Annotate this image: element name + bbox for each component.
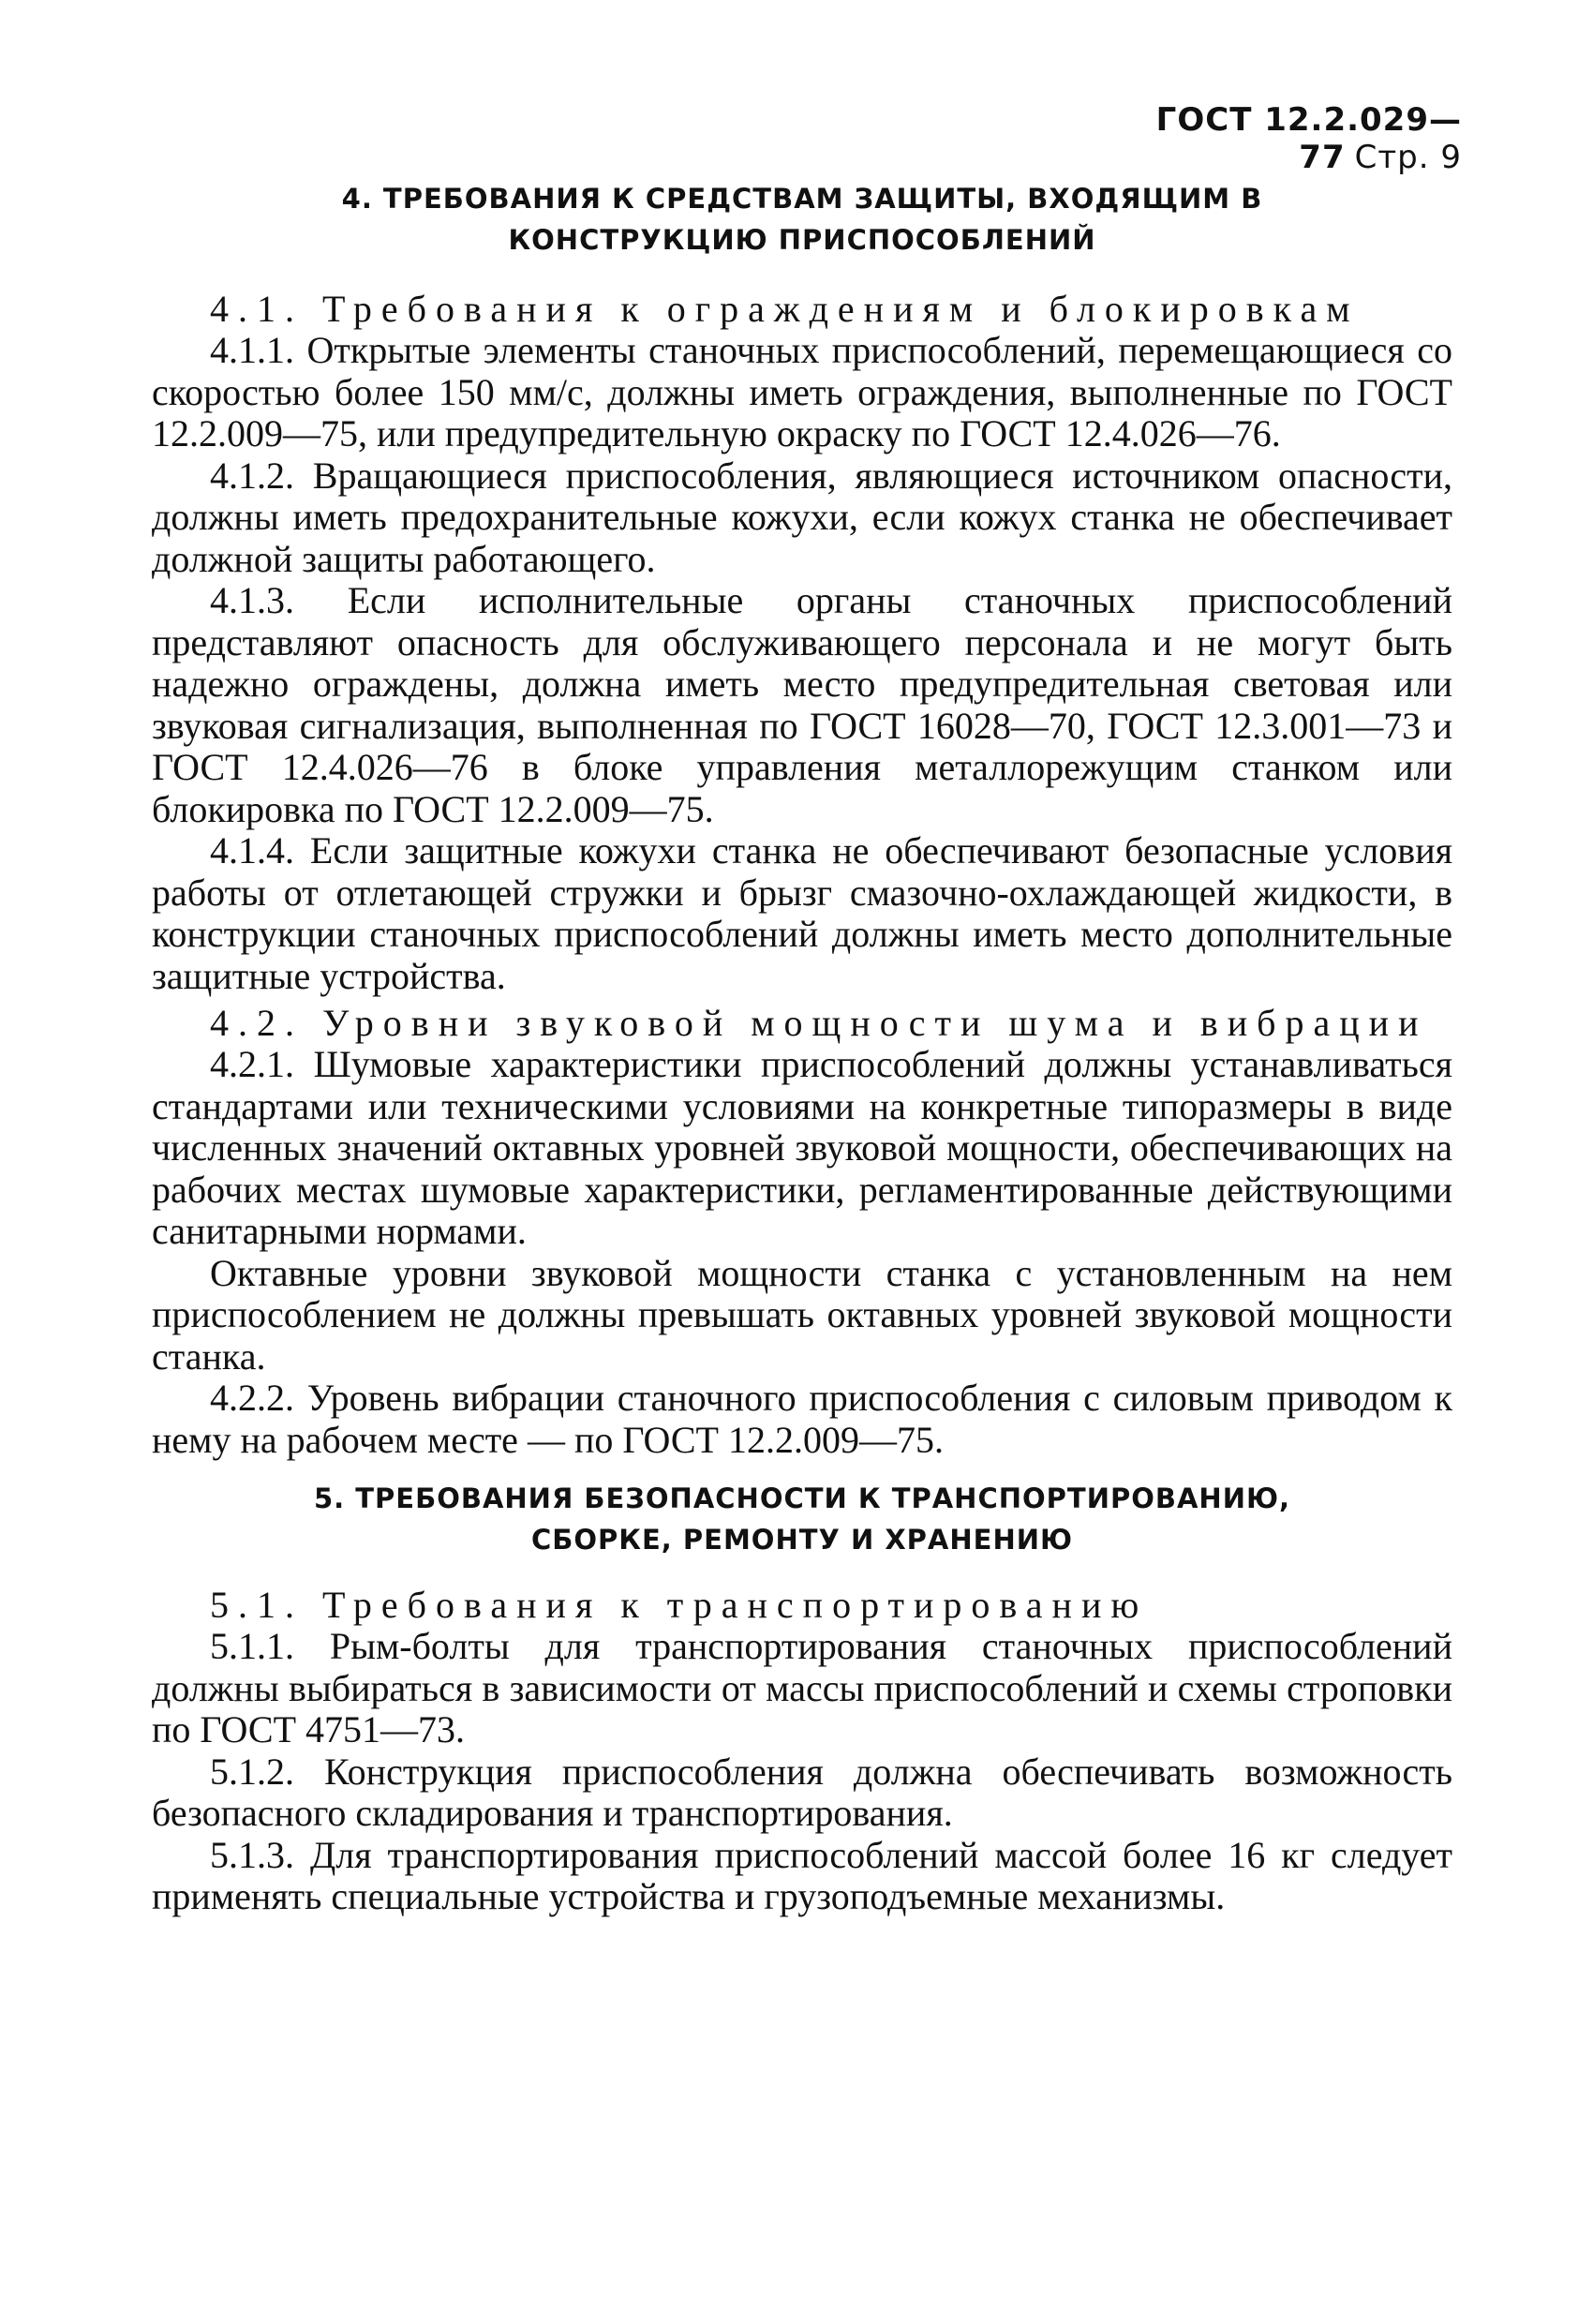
paragraph-5-1-3: 5.1.3. Для транспортирования приспособлений массой более 16 кг следует применять специальные устройства и грузоподъемные механизмы. — [152, 1833, 1452, 1917]
subsection-4-2-heading: 4.2. Уровни звуковой мощности шума и вибрации — [210, 1002, 1428, 1044]
section-4-title-line-2: КОНСТРУКЦИЮ ПРИСПОСОБЛЕНИЙ — [508, 224, 1096, 256]
section-5-title-line-1: 5. ТРЕБОВАНИЯ БЕЗОПАСНОСТИ К ТРАНСПОРТИРОВАНИЮ, — [313, 1482, 1291, 1514]
paragraph-5-1-1: 5.1.1. Рым-болты для транспортирования станочных приспособлений должны выбираться в зависимости от массы приспособлений и схемы строповки по ГОСТ 4751—73. — [152, 1625, 1452, 1750]
page-header — [1031, 101, 1462, 176]
paragraph-4-1-1: 4.1.1. Открытые элементы станочных приспособлений, перемещающиеся со скоростью более 150 мм/с, должны иметь ограждения, выполненные по ГОСТ 12.2.009—75, или предупредительную окраску по ГОСТ 12.4.026—76. — [152, 329, 1452, 454]
paragraph-4-2-1-continued: Октавные уровни звуковой мощности станка с установленным на нем приспособлением не должны превышать октавных уровней звуковой мощности станка. — [152, 1251, 1452, 1378]
text-column — [152, 178, 1452, 1918]
section-5-title-line-2: СБОРКЕ, РЕМОНТУ И ХРАНЕНИЮ — [530, 1524, 1074, 1556]
paragraph-4-1-3: 4.1.3. Если исполнительные органы станочных приспособлений представляют опасность для обслуживающего персонала и не могут быть надежно ограждены, должна иметь место предупредительная световая или звуковая сигнализация, выполненная по ГОСТ 16028—70, ГОСТ 12.3.001—73 и ГОСТ 12.4.026—76 в блоке управления металлорежущим станком или блокировка по ГОСТ 12.2.009—75. — [152, 579, 1452, 830]
section-4-title-line-1: 4. ТРЕБОВАНИЯ К СРЕДСТВАМ ЗАЩИТЫ, ВХОДЯЩИМ В — [341, 183, 1263, 215]
paragraph-4-1-4: 4.1.4. Если защитные кожухи станка не обеспечивают безопасные условия работы от отлетающей стружки и брызг смазочно-охлаждающей жидкости, в конструкции станочных приспособлений должны иметь место дополнительные защитные устройства. — [152, 829, 1452, 997]
subsection-5-1-heading: 5.1. Требования к транспортированию — [210, 1584, 1149, 1626]
paragraph-5-1-2: 5.1.2. Конструкция приспособления должна обеспечивать возможность безопасного складирования и транспортирования. — [152, 1750, 1452, 1834]
section-4-title — [152, 178, 1452, 261]
paragraph-4-1-2: 4.1.2. Вращающиеся приспособления, являющиеся источником опасности, должны иметь предохранительные кожухи, если кожух станка не обеспечивает должной защиты работающего. — [152, 454, 1452, 580]
standard-number: ГОСТ 12.2.029—77 — [1155, 101, 1462, 176]
subsection-4-1-heading: 4.1. Требования к ограждениям и блокировкам — [210, 288, 1360, 330]
section-5-title — [152, 1478, 1452, 1560]
paragraph-4-2-1: 4.2.1. Шумовые характеристики приспособлений должны устанавливаться стандартами или техническими условиями на конкретные типоразмеры в виде численных значений октавных уровней звуковой мощности, обеспечивающих на рабочих местах шумовые характеристики, регламентированные действующими санитарными нормами. — [152, 1043, 1452, 1252]
page-number: Стр. 9 — [1354, 139, 1462, 176]
paragraph-4-2-2: 4.2.2. Уровень вибрации станочного приспособления с силовым приводом к нему на рабочем месте — по ГОСТ 12.2.009—75. — [152, 1377, 1452, 1461]
